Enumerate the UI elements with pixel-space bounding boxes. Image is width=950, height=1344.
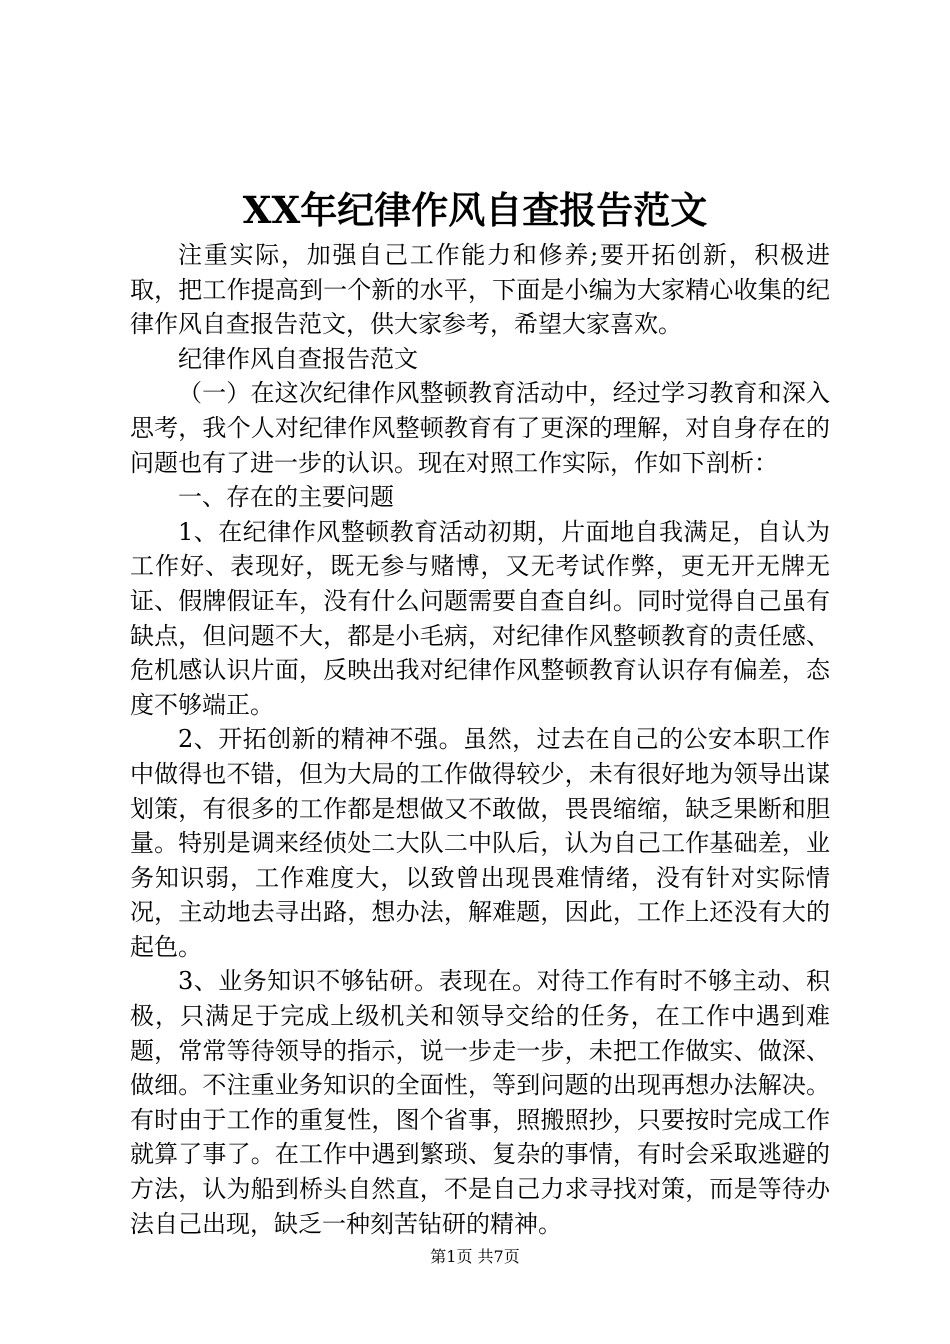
problem-2-paragraph: 2、开拓创新的精神不强。虽然，过去在自己的公安本职工作中做得也不错，但为大局的工作做得较少，未有很好地为领导出谋划策，有很多的工作都是想做又不敢做，畏畏缩缩，缺乏果断和胆量。特别是调来经侦处二大队二中队后，认为自己工作基础差，业务知识弱，工作难度大，以致曾出现畏难情绪，没有针对实际情况，主动地去寻出路，想办法，解难题，因此，工作上还没有大的起色。	[130, 725, 830, 961]
document-body	[130, 238, 830, 1241]
document-title: XX年纪律作风自查报告范文	[242, 188, 708, 232]
page-footer: 第1页 共7页	[430, 1247, 520, 1266]
subtitle-paragraph: 纪律作风自查报告范文	[178, 344, 418, 373]
problem-1-paragraph: 1、在纪律作风整顿教育活动初期，片面地自我满足，自认为工作好、表现好，既无参与赌博，又无考试作弊，更无开无牌无证、假牌假证车，没有什么问题需要自查自纠。同时觉得自己虽有缺点，但问题不大，都是小毛病，对纪律作风整顿教育的责任感、危机感认识片面，反映出我对纪律作风整顿教育认识存有偏差，态度不够端正。	[130, 517, 830, 719]
heading-main-problems: 一、存在的主要问题	[178, 483, 394, 512]
intro-paragraph: 注重实际，加强自己工作能力和修养;要开拓创新，积极进取，把工作提高到一个新的水平，下面是小编为大家精心收集的纪律作风自查报告范文，供大家参考，希望大家喜欢。	[130, 241, 830, 339]
section-one-paragraph: （一）在这次纪律作风整顿教育活动中，经过学习教育和深入思考，我个人对纪律作风整顿教育有了更深的理解，对自身存在的问题也有了进一步的认识。现在对照工作实际，作如下剖析：	[130, 379, 830, 477]
problem-3-paragraph: 3、业务知识不够钻研。表现在。对待工作有时不够主动、积极，只满足于完成上级机关和领导交给的任务，在工作中遇到难题，常常等待领导的指示，说一步走一步，未把工作做实、做深、做细。不注重业务知识的全面性，等到问题的出现再想办法解决。有时由于工作的重复性，图个省事，照搬照抄，只要按时完成工作就算了事了。在工作中遇到繁琐、复杂的事情，有时会采取逃避的方法，认为船到桥头自然直，不是自己力求寻找对策，而是等待办法自己出现，缺乏一种刻苦钻研的精神。	[130, 967, 830, 1238]
